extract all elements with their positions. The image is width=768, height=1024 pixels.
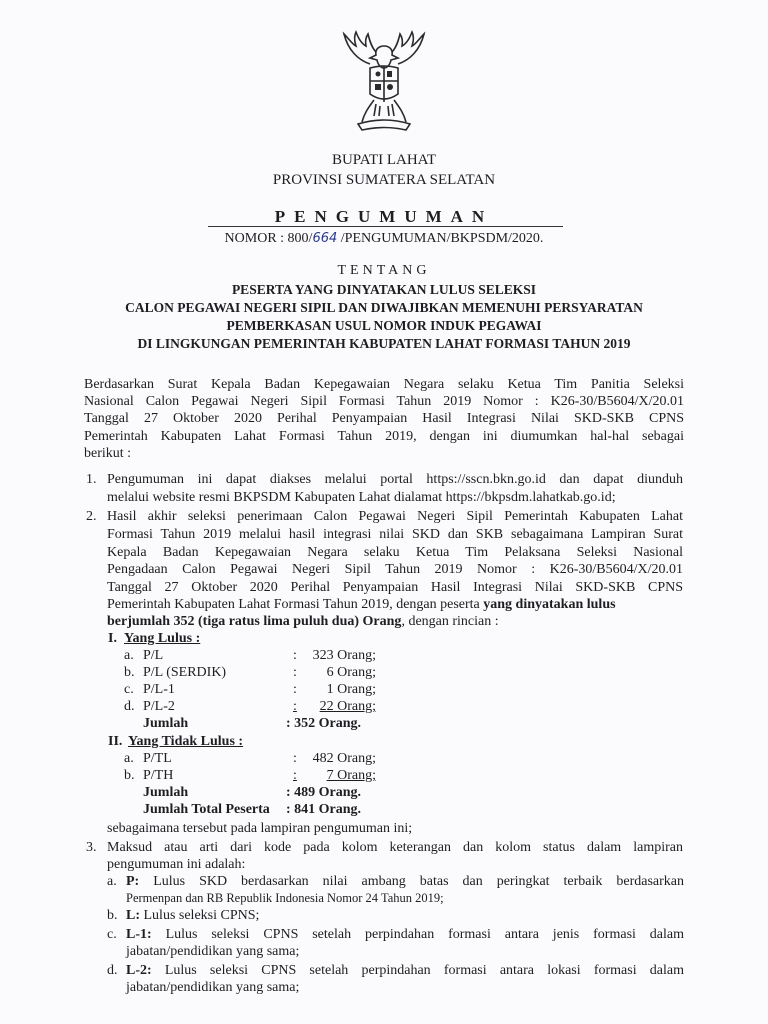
- row-letter: b.: [124, 665, 135, 680]
- intro-line: Pemerintah Kabupaten Lahat Formasi Tahun 2019, dengan ini diumumkan hal-hal sebagai: [84, 429, 684, 444]
- section-heading: Yang Tidak Lulus :: [128, 734, 244, 749]
- after-list-text: sebagaimana tersebut pada lampiran pengumuman ini;: [107, 821, 413, 836]
- code-text: Lulus seleksi CPNS;: [143, 908, 260, 923]
- total-label: Jumlah: [143, 716, 189, 731]
- item2-line: Pengadaan Calon Pegawai Negeri Sipil Tahun 2019 Nomor : K26-30/B5604/X/20.01: [107, 562, 683, 577]
- code-letter: b.: [107, 908, 118, 923]
- nomor-prefix: NOMOR : 800/: [224, 231, 313, 246]
- code-key: P:: [126, 874, 140, 889]
- code-line: jabatan/pendidikan yang sama;: [126, 980, 300, 995]
- intro-line: Tanggal 27 Oktober 2020 Perihal Penyampaian Hasil Integrasi Nilai SKD-SKB CPNS: [84, 411, 684, 426]
- item2-bold-text: berjumlah 352 (tiga ratus lima puluh dua) Orang: [107, 614, 402, 629]
- subject-line: PEMBERKASAN USUL NOMOR INDUK PEGAWAI: [226, 318, 542, 333]
- row-colon: :: [293, 751, 297, 766]
- code-line: [126, 963, 684, 979]
- row-value: 1 Orang;: [326, 682, 376, 697]
- row-label: P/L-1: [143, 682, 175, 697]
- item-number: 2.: [86, 509, 97, 524]
- code-key: L:: [126, 908, 140, 923]
- document-number: [0, 231, 768, 247]
- item2-line: Kepala Badan Kepegawaian Negara selaku Ketua Tim Pelaksana Seleksi Nasional: [107, 545, 683, 560]
- code-line: Permenpan dan RB Republik Indonesia Nomor 24 Tahun 2019;: [126, 891, 444, 905]
- code-text: Lulus seleksi CPNS setelah perpindahan formasi antara lokasi formasi dalam: [164, 963, 684, 978]
- nomor-suffix: /PENGUMUMAN/BKPSDM/2020.: [337, 231, 544, 246]
- code-letter: c.: [107, 927, 117, 942]
- row-label: P/L (SERDIK): [143, 665, 227, 680]
- regent-title: BUPATI LAHAT: [331, 152, 437, 168]
- item3-line: pengumuman ini adalah:: [107, 857, 246, 872]
- code-key: L-2:: [126, 963, 152, 978]
- code-line: [126, 927, 684, 943]
- code-text: Lulus seleksi CPNS setelah perpindahan formasi antara jenis formasi dalam: [165, 927, 684, 942]
- code-letter: d.: [107, 963, 118, 978]
- code-key: L-1:: [126, 927, 152, 942]
- row-letter: a.: [124, 751, 134, 766]
- row-label: P/TL: [143, 751, 172, 766]
- row-value: 22 Orang;: [319, 699, 376, 714]
- intro-line: Berdasarkan Surat Kepala Badan Kepegawaian Negara selaku Ketua Tim Panitia Seleksi: [84, 377, 684, 392]
- code-line: [126, 874, 684, 890]
- row-value: 7 Orang;: [326, 768, 376, 783]
- item-number: 1.: [86, 472, 97, 487]
- title-divider: [208, 226, 563, 227]
- section-heading: Yang Lulus :: [124, 631, 201, 646]
- row-letter: b.: [124, 768, 135, 783]
- nomor-handwritten: 664: [312, 231, 338, 246]
- item3-line: Maksud atau arti dari kode pada kolom keterangan dan kolom status dalam lampiran: [107, 840, 683, 855]
- row-letter: d.: [124, 699, 135, 714]
- subject-line: DI LINGKUNGAN PEMERINTAH KABUPATEN LAHAT FORMASI TAHUN 2019: [137, 336, 631, 351]
- item2-line: Formasi Tahun 2019 melalui hasil integrasi nilai SKD dan SKB sebagaimana Lampiran Surat: [107, 527, 683, 542]
- row-colon: :: [293, 665, 297, 680]
- code-text: Lulus SKD berdasarkan nilai ambang batas dan peringkat terbaik berdasarkan: [153, 874, 685, 889]
- row-label: P/L-2: [143, 699, 175, 714]
- grand-total-label: Jumlah Total Peserta: [143, 802, 270, 817]
- province-title: PROVINSI SUMATERA SELATAN: [272, 172, 496, 188]
- section-number: II.: [108, 734, 123, 749]
- subject-heading: TENTANG: [337, 263, 431, 278]
- row-label: P/TH: [143, 768, 174, 783]
- item2-bold-text: yang dinyatakan lulus: [483, 597, 616, 612]
- item2-tail-text: , dengan rincian :: [401, 614, 499, 629]
- grand-total-value: : 841 Orang.: [286, 802, 362, 817]
- total-value: : 489 Orang.: [286, 785, 362, 800]
- item2-line: [107, 614, 499, 630]
- intro-line: berikut :: [84, 446, 132, 461]
- row-colon: :: [293, 768, 297, 783]
- total-label: Jumlah: [143, 785, 189, 800]
- item2-line-text: Pemerintah Kabupaten Lahat Formasi Tahun 2019, dengan peserta: [107, 597, 484, 612]
- subject-line: CALON PEGAWAI NEGERI SIPIL DAN DIWAJIBKAN MEMENUHI PERSYARATAN: [125, 300, 643, 315]
- item1-line: Pengumuman ini dapat diakses melalui portal https://sscn.bkn.go.id dan dapat diunduh: [107, 472, 683, 487]
- item-number: 3.: [86, 840, 97, 855]
- item2-line: [107, 597, 616, 613]
- row-letter: a.: [124, 648, 134, 663]
- code-line: [126, 908, 259, 924]
- row-label: P/L: [143, 648, 164, 663]
- row-value: 482 Orang;: [312, 751, 376, 766]
- code-letter: a.: [107, 874, 117, 889]
- code-line: jabatan/pendidikan yang sama;: [126, 944, 300, 959]
- garuda-emblem-icon: [334, 28, 434, 140]
- total-value: : 352 Orang.: [286, 716, 362, 731]
- row-colon: :: [293, 699, 297, 714]
- item2-line: Tanggal 27 Oktober 2020 Perihal Penyampaian Hasil Integrasi Nilai SKD-SKB CPNS: [107, 580, 683, 595]
- row-colon: :: [293, 682, 297, 697]
- subject-line: PESERTA YANG DINYATAKAN LULUS SELEKSI: [231, 282, 537, 297]
- announcement-title: PENGUMUMAN: [274, 207, 494, 226]
- intro-line: Nasional Calon Pegawai Negeri Sipil Formasi Tahun 2019 Nomor : K26-30/B5604/X/20.01: [84, 394, 684, 409]
- section-number: I.: [108, 631, 117, 646]
- row-letter: c.: [124, 682, 134, 697]
- row-colon: :: [293, 648, 297, 663]
- row-value: 6 Orang;: [326, 665, 376, 680]
- row-value: 323 Orang;: [312, 648, 376, 663]
- item1-line: melalui website resmi BKPSDM Kabupaten Lahat dialamat https://bkpsdm.lahatkab.go.id;: [107, 490, 616, 505]
- item2-line: Hasil akhir seleksi penerimaan Calon Pegawai Negeri Sipil Pemerintah Kabupaten Lahat: [107, 509, 683, 524]
